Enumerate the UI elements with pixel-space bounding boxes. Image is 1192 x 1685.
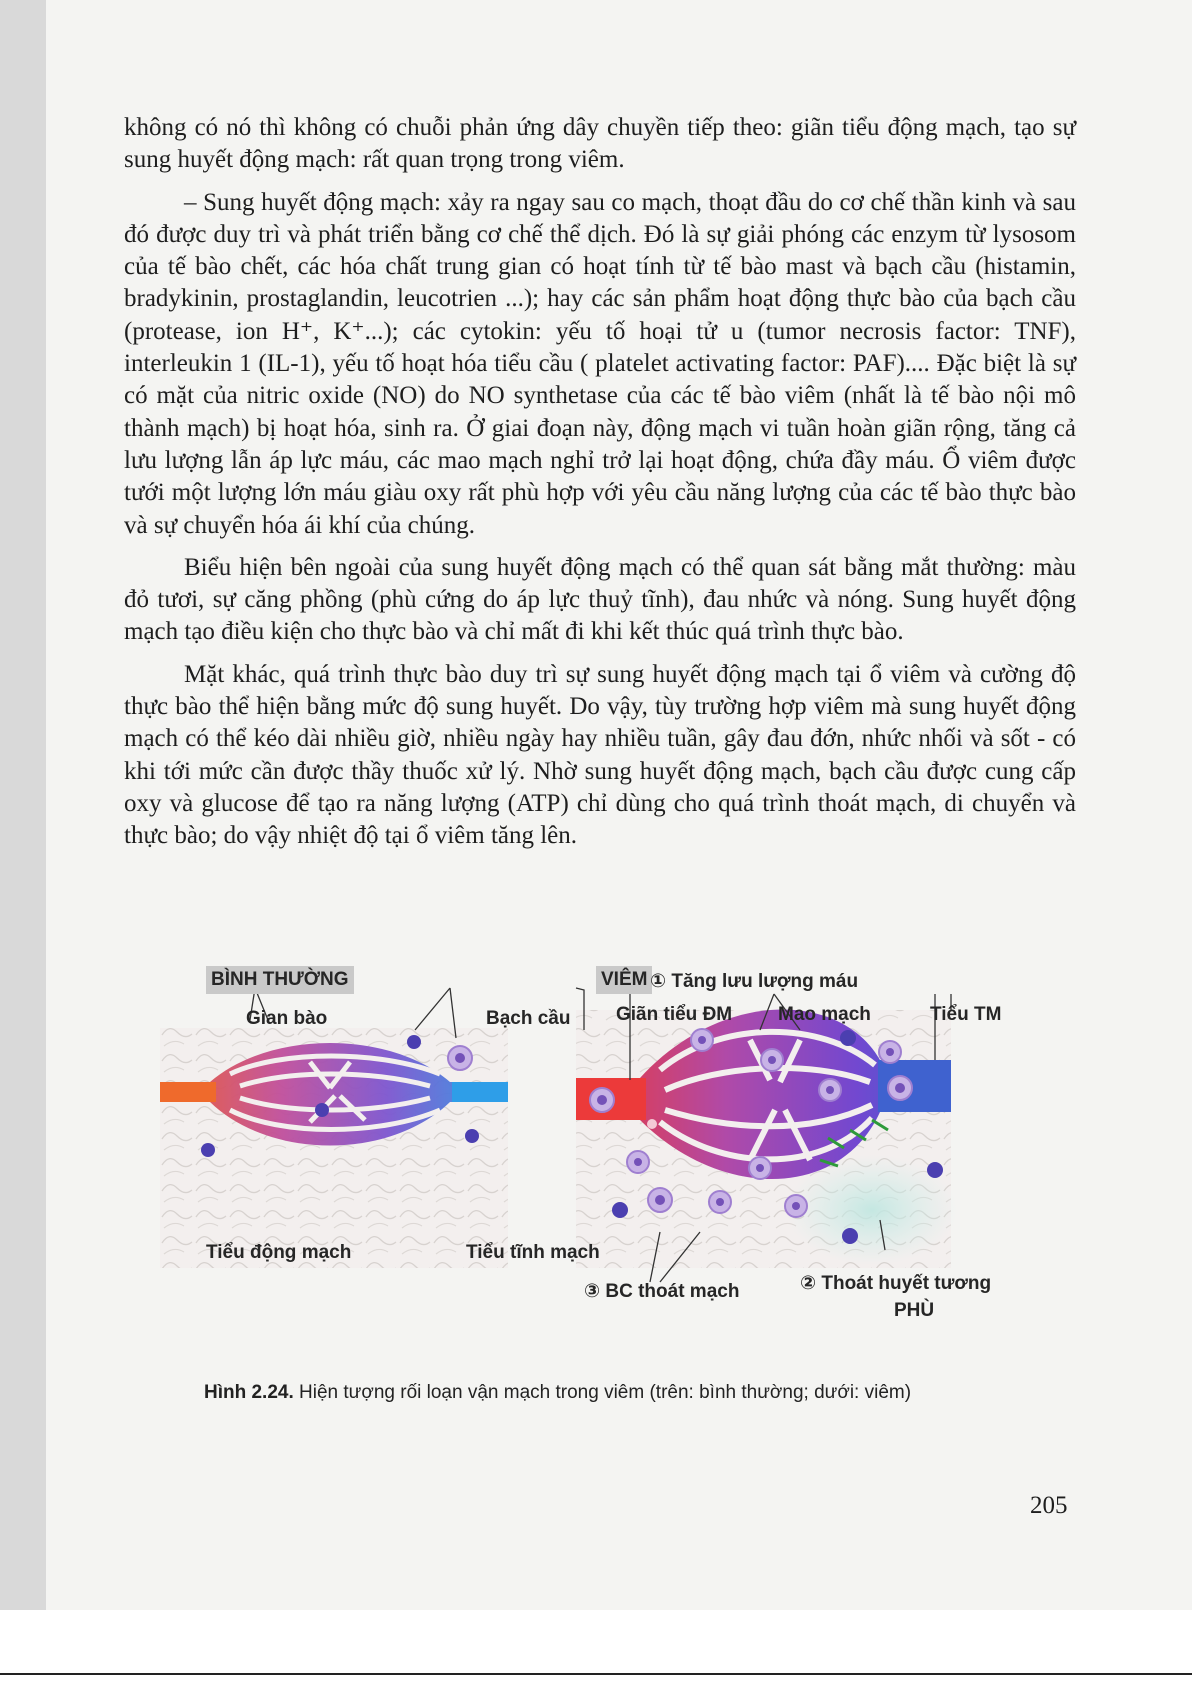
label-capillary: Mao mạch: [778, 1004, 871, 1025]
paragraph-2: – Sung huyết động mạch: xảy ra ngay sau co mạch, thoạt đầu do cơ chế thần kinh và sau đó được duy trì và phát triển bằng cơ chế thể dịch. Đó là sự giải phóng các enzym từ lysosom của tế bào chết, các hóa chất trung gian có hoạt tính từ tế bào mast và bạch cầu (histamin, bradykinin, prostaglandin, leucotrien ...); hay các sản phẩm hoạt động thực bào của bạch cầu (protease, ion H⁺, K⁺...); các cytokin: yếu tố hoại tử u (tumor necrosis factor: TNF), interleukin 1 (IL-1), yếu tố hoạt hóa tiểu cầu ( platelet activating factor: PAF).... Đặc biệt là sự có mặt của nitric oxide (NO) do NO synthetase của các tế bào viêm (nhất là tế bào nội mô thành mạch) bị hoạt hóa, sinh ra. Ở giai đoạn này, động mạch vi tuần hoàn giãn rộng, tăng cả lưu lượng lẫn áp lực máu, các mao mạch nghỉ trở lại hoạt động, chứa đầy máu. Ổ viêm được tưới một lượng lớn máu giàu oxy rất phù hợp với yêu cầu năng lượng của các tế bào thực bào và sự chuyển hóa ái khí của chúng.: [124, 188, 1076, 539]
label-dilated-arteriole: Giãn tiểu ĐM: [616, 1004, 733, 1025]
label-inflamed: VIÊM: [596, 966, 652, 994]
label-normal: BÌNH THƯỜNG: [206, 966, 354, 994]
normal-panel: [160, 988, 508, 1268]
label-edema: PHÙ: [894, 1300, 935, 1321]
label-leukocyte-extravasation: ③ BC thoát mạch: [584, 1281, 740, 1302]
page-gutter: [0, 0, 46, 1610]
figure-vascular-disorder: [160, 970, 1040, 1350]
inflamed-panel: [576, 988, 957, 1282]
body-text: [124, 112, 1076, 863]
caption-text: Hiện tượng rối loạn vận mạch trong viêm (trên: bình thường; dưới: viêm): [293, 1382, 912, 1403]
label-leukocyte: Bạch cầu: [486, 1008, 571, 1029]
label-venule: Tiểu tĩnh mạch: [466, 1242, 600, 1263]
label-increase-flow: ① Tăng lưu lượng máu: [650, 971, 859, 992]
page-number: 205: [1030, 1492, 1068, 1519]
caption-label: Hình 2.24.: [204, 1382, 294, 1403]
label-plasma-extravasation: ② Thoát huyết tương: [800, 1273, 992, 1294]
figure-caption: [204, 1382, 1064, 1404]
paragraph-3: Biểu hiện bên ngoài của sung huyết động mạch có thể quan sát bằng mắt thường: màu đỏ tươi, sự căng phồng (phù cứng do áp lực thuỷ tĩnh), đau nhức và nóng. Sung huyết động mạch tạo điều kiện cho thực bào và chỉ mất đi khi kết thúc quá trình thực bào.: [124, 553, 1076, 646]
label-small-vein: Tiểu TM: [930, 1004, 1002, 1025]
label-intercellular: Gian bào: [246, 1008, 328, 1029]
paragraph-1: không có nó thì không có chuỗi phản ứng dây chuyền tiếp theo: giãn tiểu động mạch, tạo sự sung huyết động mạch: rất quan trọng trong viêm.: [124, 114, 1076, 174]
paragraph-4: Mặt khác, quá trình thực bào duy trì sự sung huyết động mạch tại ổ viêm và cường độ thực bào thể hiện bằng mức độ sung huyết. Do vậy, tùy trường hợp viêm mà sung huyết động mạch có thể kéo dài nhiều giờ, nhiều ngày hay nhiều tuần, gây đau đớn, nhức nhối và sốt - có khi tới mức cần được thầy thuốc xử lý. Nhờ sung huyết động mạch, bạch cầu được cung cấp oxy và glucose để tạo ra năng lượng (ATP) chỉ dùng cho quá trình thoát mạch, di chuyển và thực bào; do vậy nhiệt độ tại ổ viêm tăng lên.: [124, 660, 1076, 850]
bottom-divider: [0, 1673, 1192, 1675]
label-arteriole: Tiểu động mạch: [206, 1242, 352, 1263]
